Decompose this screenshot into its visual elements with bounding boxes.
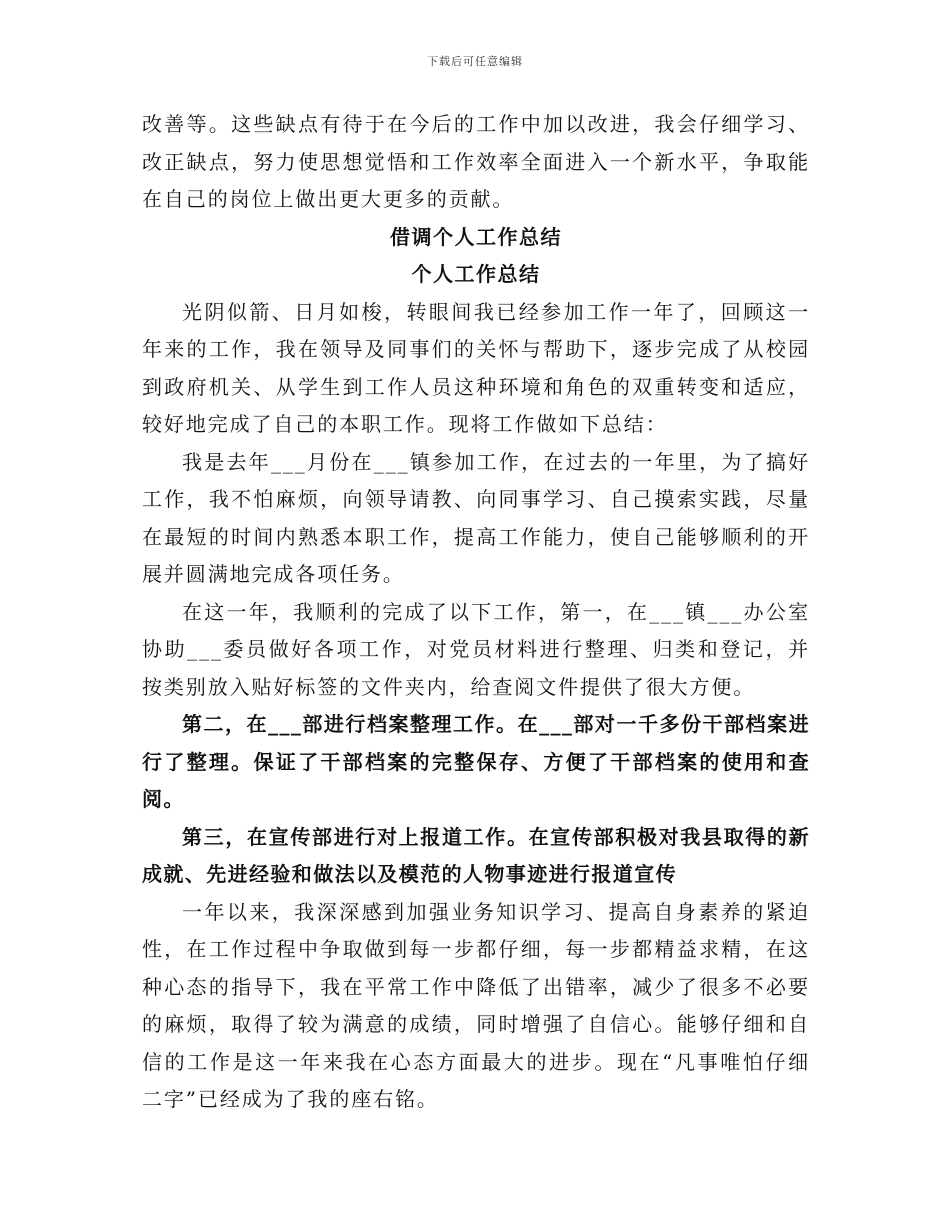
paragraph-intro: 改善等。这些缺点有待于在今后的工作中加以改进，我会仔细学习、改正缺点，努力使思想觉悟和工作效率全面进入一个新水平，争取能在自己的岗位上做出更大更多的贡献。 — [142, 112, 810, 211]
paragraph-reflection: 一年以来，我深深感到加强业务知识学习、提高自身素养的紧迫性，在工作过程中争取做到每一步都仔细，每一步都精益求精，在这种心态的指导下，我在平常工作中降低了出错率，减少了很多不必要的麻烦，取得了较为满意的成绩，同时增强了自信心。能够仔细和自信的工作是这一年来我在心态方面最大的进步。现在“凡事唯怕仔细二字”已经成为了我的座右铭。 — [142, 899, 810, 1111]
page-header-note: 下载后可任意编辑 — [427, 55, 523, 68]
paragraph-overview: 光阴似箭、日月如梭，转眼间我已经参加工作一年了，回顾这一年来的工作，我在领导及同事们的关怀与帮助下，逐步完成了从校园到政府机关、从学生到工作人员这种环境和角色的双重转变和适应，较好地完成了自己的本职工作。现将工作做如下总结： — [142, 299, 810, 436]
document-body — [142, 106, 810, 1119]
document-subtitle: 个人工作总结 — [411, 262, 541, 286]
paragraph-start-work: 我是去年___月份在___镇参加工作，在过去的一年里，为了搞好工作，我不怕麻烦，向领导请教、向同事学习、自己摸索实践，尽量在最短的时间内熟悉本职工作，提高工作能力，使自己能够顺利的开展并圆满地完成各项任务。 — [142, 449, 810, 586]
document-title: 借调个人工作总结 — [390, 224, 562, 249]
paragraph-task-two: 第二，在___部进行档案整理工作。在___部对一千多份干部档案进行了整理。保证了干部档案的完整保存、方便了干部档案的使用和查阅。 — [142, 712, 810, 811]
paragraph-task-one: 在这一年，我顺利的完成了以下工作，第一，在___镇___办公室协助___委员做好各项工作，对党员材料进行整理、归类和登记，并按类别放入贴好标签的文件夹内，给查阅文件提供了很大方便。 — [142, 599, 810, 699]
paragraph-task-three: 第三，在宣传部进行对上报道工作。在宣传部积极对我县取得的新成就、先进经验和做法以及模范的人物事迹进行报道宣传 — [142, 824, 810, 886]
